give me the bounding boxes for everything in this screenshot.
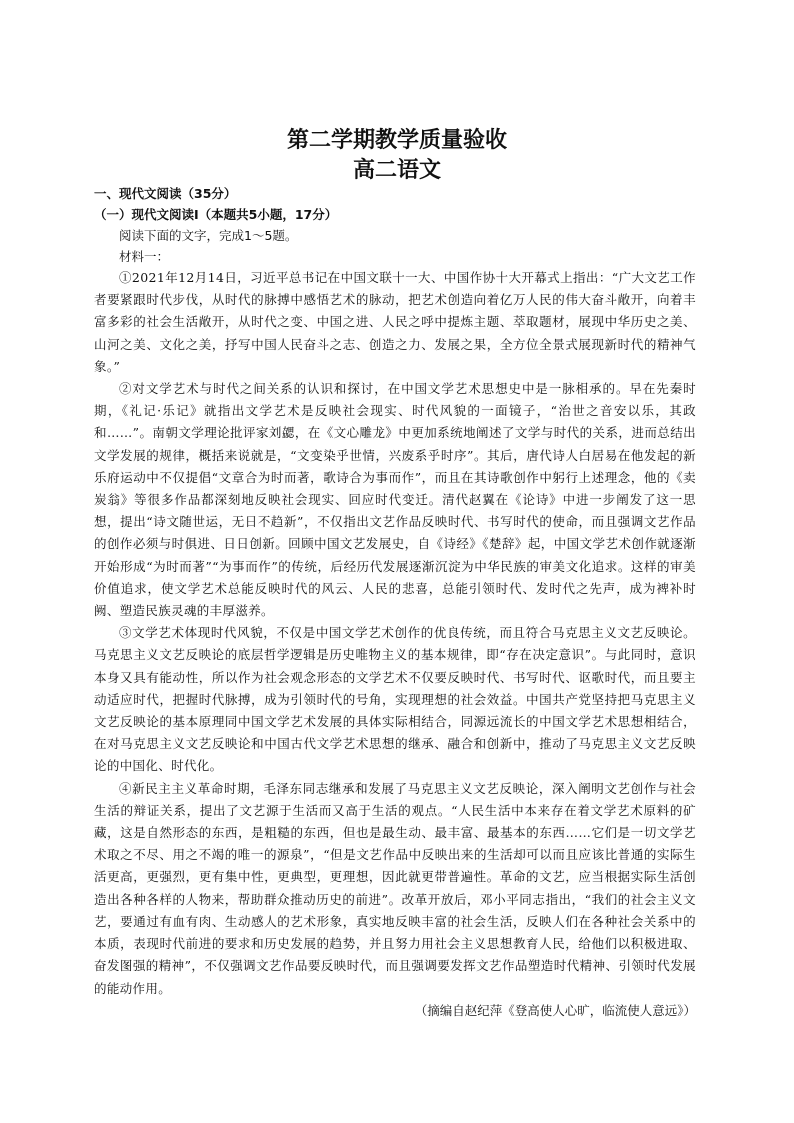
subsection-heading: （一）现代文阅读Ⅰ（本题共5小题，17分）: [94, 207, 338, 222]
section-heading: 一、现代文阅读（35分）: [94, 186, 237, 201]
exam-body: [94, 183, 696, 1022]
instruction-text: 阅读下面的文字，完成1～5题。: [119, 228, 298, 243]
source-citation: （摘编自赵纪萍《登高使人心旷，临流使人意远》）: [414, 1002, 696, 1018]
page-subtitle: 高二语文: [352, 158, 441, 183]
page-title: 第二学期教学质量验收: [286, 128, 507, 153]
paragraph-4: ④新民主主义革命时期，毛泽东同志继承和发展了马克思主义文艺反映论，深入阐明文艺创作与社会生活的辩证关系，提出了文艺源于生活而又高于生活的观点。“人民生活中本来存在着文学艺术原料的矿藏，这是自然形态的东西，是粗糙的东西，但也是最生动、最丰富、最基本的东西……它们是一切文学艺术取之不尽、用之不竭的唯一的源泉”，“但是文艺作品中反映出来的生活却可以而且应该比普通的实际生活更高，更强烈，更有集中性，更典型，更理想，因此就更带普遍性。革命的文艺，应当根据实际生活创造出各种各样的人物来，帮助群众推动历史的前进”。改革开放后，邓小平同志指出，“我们的社会主义文艺，要通过有血有肉、生动感人的艺术形象，真实地反映丰富的社会生活，反映人们在各种社会关系中的本质，表现时代前进的要求和历史发展的趋势，并且努力用社会主义思想教育人民，给他们以积极进取、奋发图强的精神”，不仅强调文艺作品要反映时代，而且强调要发挥文艺作品塑造时代精神、引领时代发展的能动作用。: [94, 780, 696, 996]
paragraph-3: ③文学艺术体现时代风貌，不仅是中国文学艺术创作的优良传统，而且符合马克思主义文艺反映论。马克思主义文艺反映论的底层哲学逻辑是历史唯物主义的基本规律，即“存在决定意识”。与此同时，意识本身又具有能动性，所以作为社会观念形态的文学艺术不仅要反映时代、书写时代、讴歌时代，而且要主动适应时代，把握时代脉搏，成为引领时代的号角，实现理想的社会效益。中国共产党坚持把马克思主义文艺反映论的基本原理同中国文学艺术发展的具体实际相结合，同源远流长的中国文学艺术思想相结合，在对马克思主义文艺反映论和中国古代文学艺术思想的继承、融合和创新中，推动了马克思主义文艺反映论的中国化、时代化。: [94, 625, 696, 774]
paragraph-2: ②对文学艺术与时代之间关系的认识和探讨，在中国文学艺术思想史中是一脉相承的。早在先秦时期，《礼记·乐记》就指出文学艺术是反映社会现实、时代风貌的一面镜子，“治世之音安以乐，其政和……”。南朝文学理论批评家刘勰，在《文心雕龙》中更加系统地阐述了文学与时代的关系，进而总结出文学发展的规律，概括来说就是，“文变染乎世情，兴废系乎时序”。其后，唐代诗人白居易在他发起的新乐府运动中不仅提倡“文章合为时而著，歌诗合为事而作”，而且在其诗歌创作中躬行上述理念，他的《卖炭翁》等很多作品都深刻地反映社会现实、回应时代变迁。清代赵翼在《论诗》中进一步阐发了这一思想，提出“诗文随世运，无日不趋新”，不仅指出文艺作品反映时代、书写时代的使命，而且强调文艺作品的创作必须与时俱进、日日创新。回顾中国文艺发展史，自《诗经》《楚辞》起，中国文学艺术创作就逐渐开始形成“为时而著”“为事而作”的传统，后经历代发展逐渐沉淀为中华民族的审美文化追求。这样的审美价值追求，使文学艺术总能反映时代的风云、人民的悲喜，总能引领时代、发时代之先声，成为裨补时阙、塑造民族灵魂的丰厚滋养。: [94, 381, 696, 619]
material-label: 材料一：: [119, 249, 170, 264]
paragraph-1: ①2021年12月14日，习近平总书记在中国文联十一大、中国作协十大开幕式上指出：“广大文艺工作者要紧跟时代步伐，从时代的脉搏中感悟艺术的脉动，把艺术创造向着亿万人民的伟大奋斗敞开，向着丰富多彩的社会生活敞开，从时代之变、中国之进、人民之呼中提炼主题、萃取题材，展现中华历史之美、山河之美、文化之美，抒写中国人民奋斗之志、创造之力、发展之果，全方位全景式展现新时代的精神气象。”: [94, 270, 696, 374]
